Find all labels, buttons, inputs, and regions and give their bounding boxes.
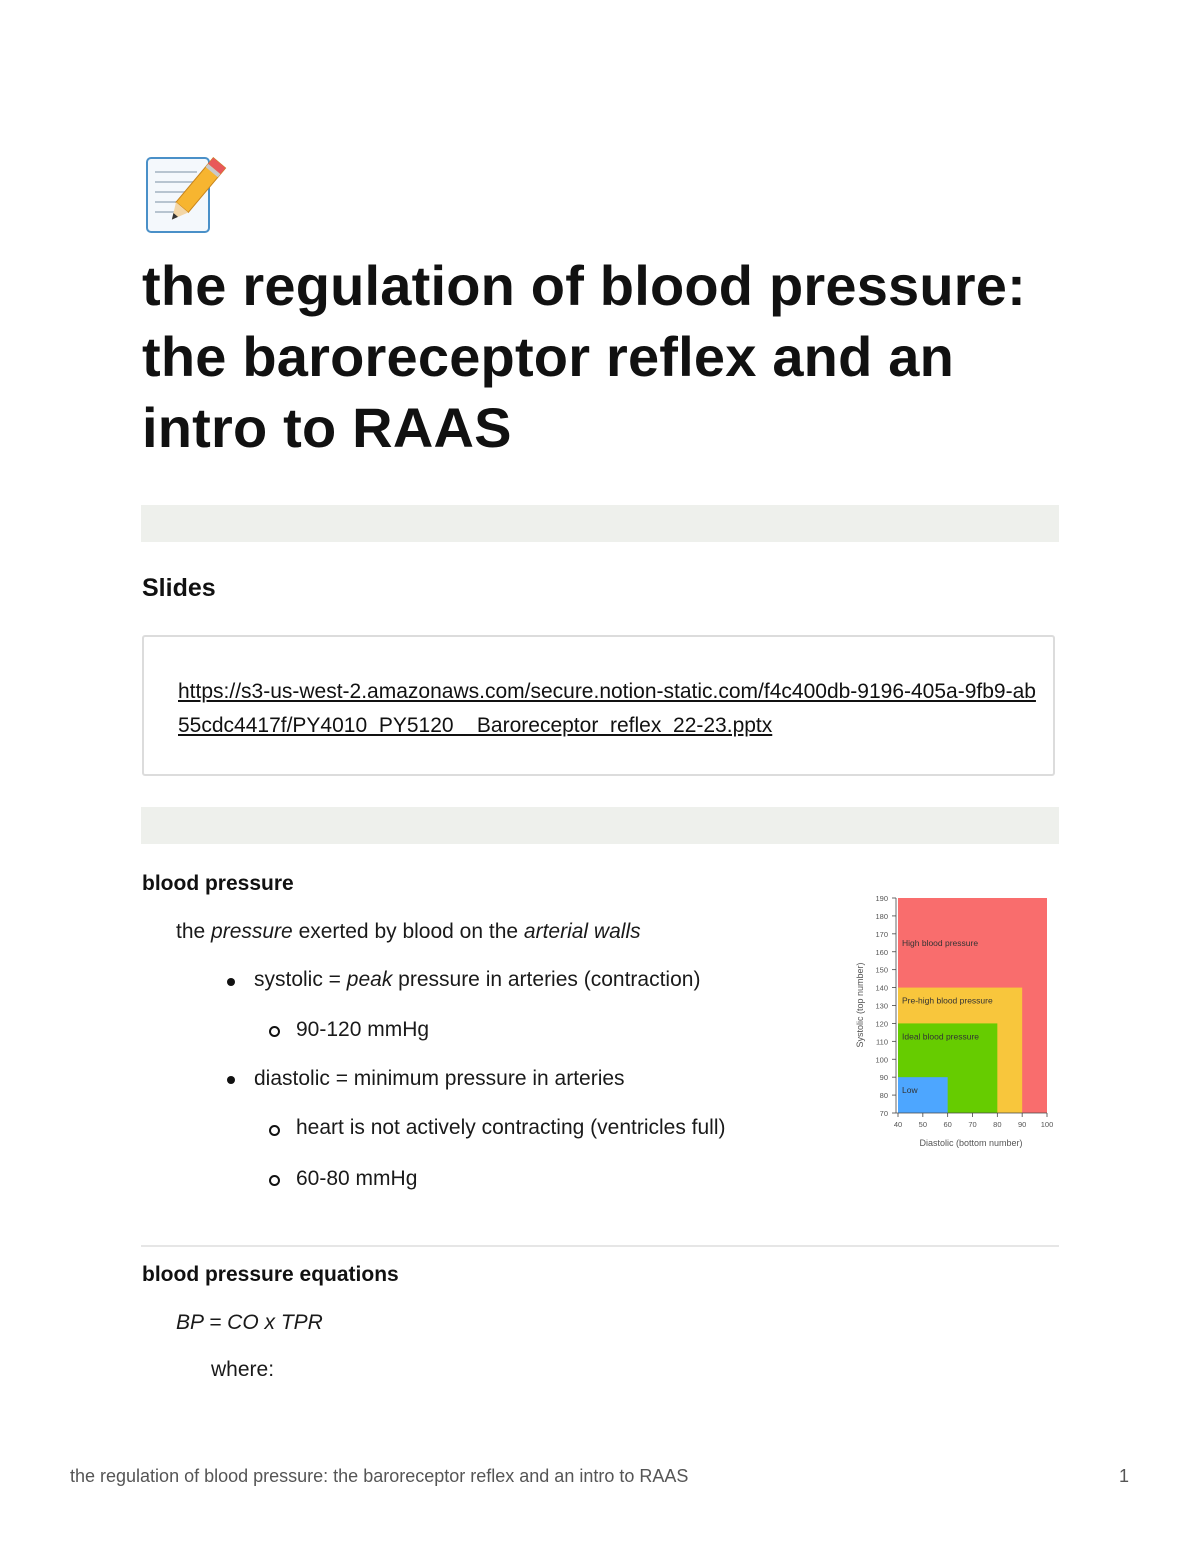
blood-pressure-chart [850, 888, 1060, 1150]
diastolic-note: heart is not actively contracting (ventricles full) [296, 1116, 726, 1139]
y-tick-label: 110 [876, 1037, 888, 1047]
diastolic-item: diastolic = minimum pressure in arteries [254, 1067, 625, 1090]
systolic-range: 90-120 mmHg [296, 1018, 430, 1041]
region-label: High blood pressure [902, 938, 979, 948]
bp-formula: BP = CO x TPR [176, 1311, 323, 1334]
x-tick-label: 90 [1017, 1120, 1027, 1129]
y-axis-label: Systolic (top number) [855, 962, 865, 1048]
divider-bar [141, 505, 1059, 542]
y-tick-label: 70 [879, 1109, 888, 1118]
bullet-icon [227, 978, 235, 986]
x-tick-label: 80 [993, 1120, 1002, 1129]
y-tick-label: 80 [879, 1091, 888, 1101]
y-tick-label: 90 [879, 1073, 888, 1083]
definition-text: the pressure exerted by blood on the arterial walls [176, 920, 641, 943]
y-tick-label: 170 [875, 929, 888, 939]
x-tick-label: 60 [943, 1120, 952, 1129]
slides-heading: Slides [142, 574, 216, 602]
region-label: Ideal blood pressure [902, 1031, 980, 1042]
sub-bullet-icon [269, 1125, 280, 1136]
x-tick-label: 70 [968, 1120, 977, 1129]
memo-pencil-icon [143, 152, 227, 236]
page-title: the regulation of blood pressure: the baroreceptor reflex and an intro to RAAS [142, 254, 1026, 459]
footer-title: the regulation of blood pressure: the baroreceptor reflex and an intro to RAAS [70, 1466, 689, 1486]
sub-bullet-icon [269, 1026, 280, 1037]
y-tick-label: 160 [875, 947, 888, 957]
y-tick-label: 190 [875, 894, 888, 903]
y-tick-label: 130 [875, 1001, 888, 1011]
x-tick-label: 50 [918, 1120, 928, 1129]
y-tick-label: 100 [875, 1055, 888, 1065]
equations-heading: blood pressure equations [142, 1263, 399, 1286]
link-embed-box [142, 635, 1055, 776]
where-label: where: [211, 1358, 275, 1381]
x-tick-label: 40 [893, 1120, 903, 1129]
bullet-icon [227, 1076, 235, 1084]
y-tick-label: 120 [875, 1019, 888, 1029]
section-divider [141, 1245, 1059, 1247]
y-tick-label: 180 [875, 911, 888, 921]
systolic-item: systolic = peak pressure in arteries (contraction) [254, 968, 701, 991]
divider-bar [141, 807, 1059, 844]
blood-pressure-heading: blood pressure [142, 872, 294, 895]
x-tick-label: 100 [1040, 1120, 1054, 1129]
slides-link[interactable]: https://s3-us-west-2.amazonaws.com/secure.notion-static.com/f4c400db-9196-405a-9fb9-ab55cdc4417f/PY4010_PY5120__Baroreceptor_reflex_22-23.pptx [178, 680, 1036, 737]
y-tick-label: 140 [875, 983, 888, 993]
region-label: Low [902, 1085, 918, 1096]
page-number: 1 [1119, 1466, 1130, 1486]
y-tick-label: 150 [875, 965, 888, 975]
x-axis-label: Diastolic (bottom number) [919, 1138, 1023, 1148]
diastolic-range: 60-80 mmHg [296, 1167, 418, 1190]
sub-bullet-icon [269, 1175, 280, 1186]
region-label: Pre-high blood pressure [902, 995, 993, 1006]
